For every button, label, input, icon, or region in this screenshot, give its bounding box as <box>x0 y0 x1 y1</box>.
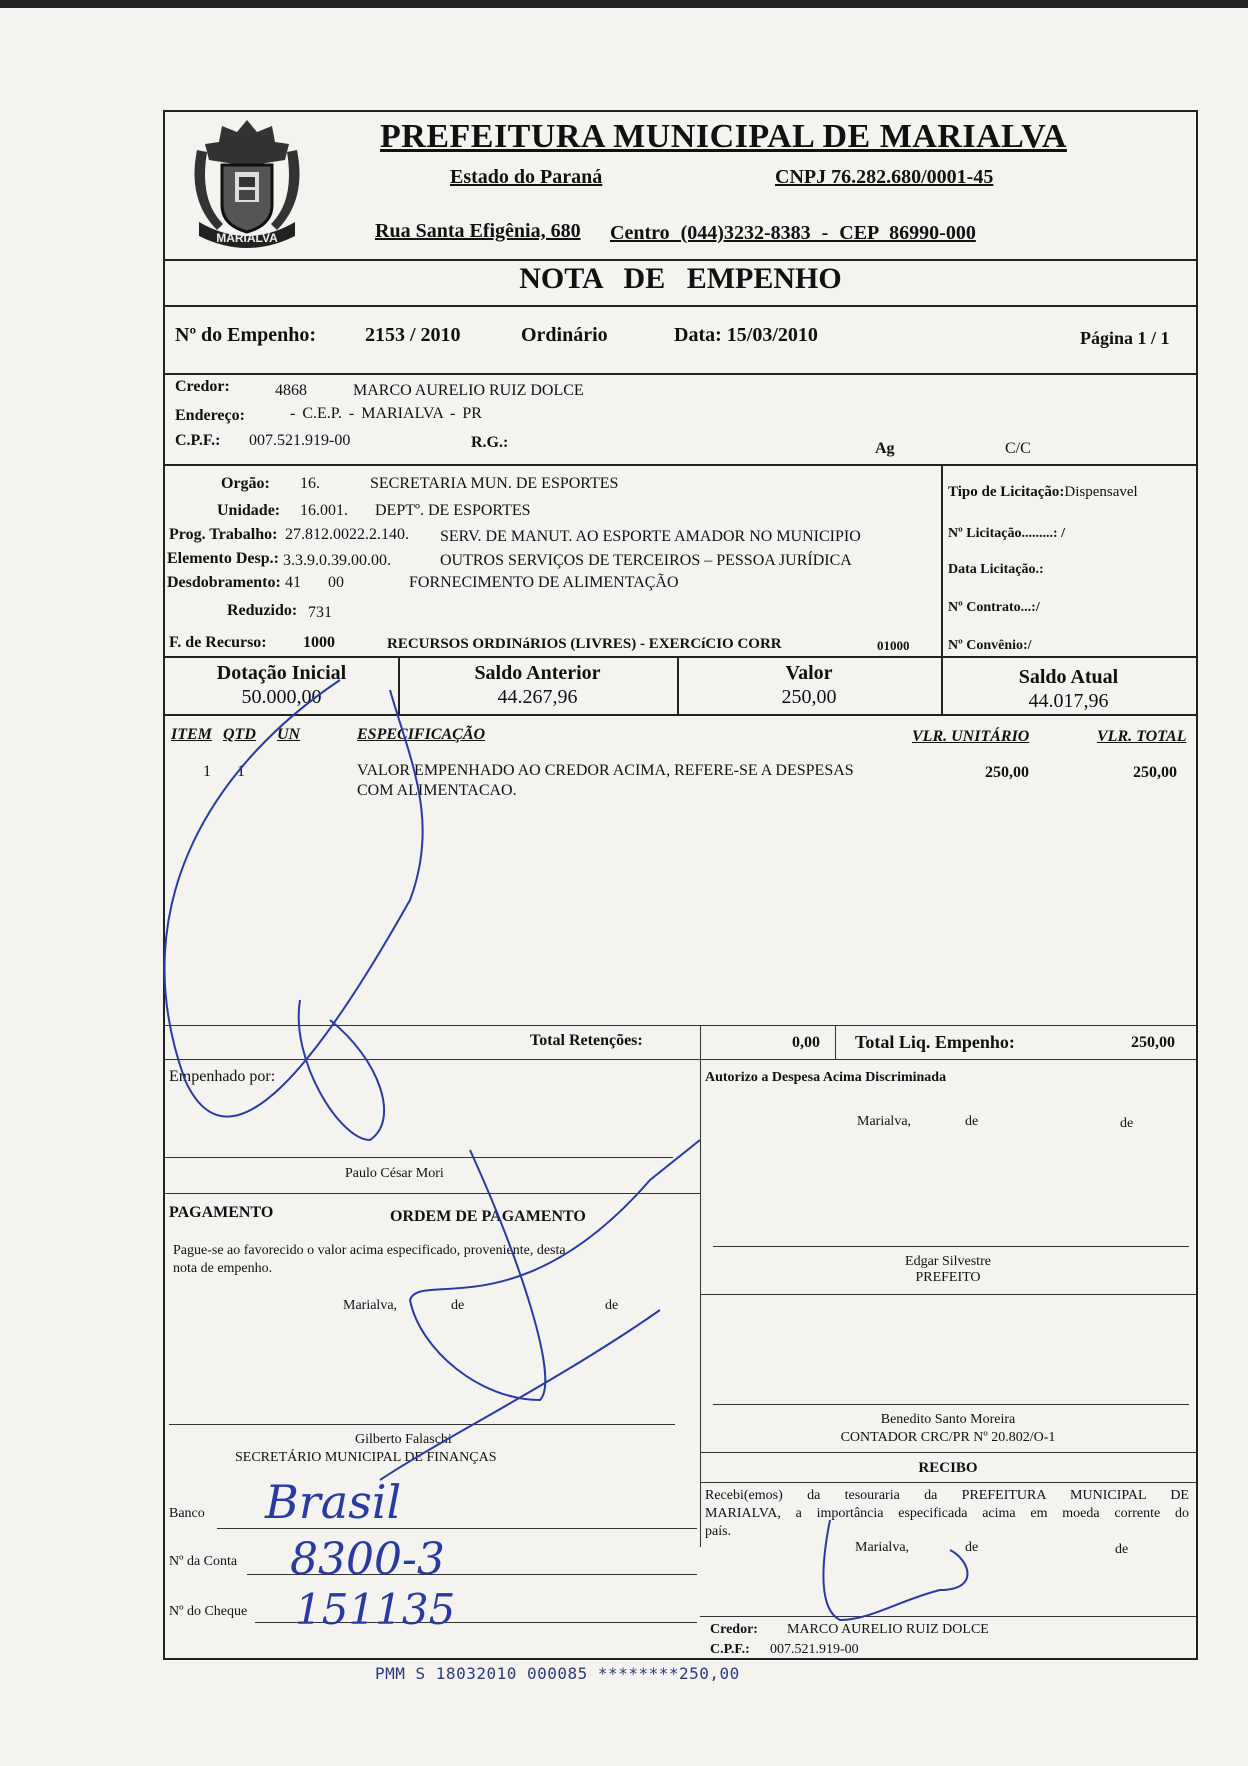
recibo-de2: de <box>1115 1542 1129 1557</box>
credor-code: 4868 <box>275 382 307 399</box>
tipo-licitacao <box>948 484 1138 501</box>
saldo-anterior-value: 44.267,96 <box>497 686 578 708</box>
tipo-licitacao-value: Dispensavel <box>1064 484 1138 500</box>
secretario-title: SECRETÁRIO MUNICIPAL DE FINANÇAS <box>235 1450 497 1465</box>
col-vlr-unitario: VLR. UNITÁRIO <box>912 728 1030 745</box>
municipal-seal-icon <box>177 110 317 260</box>
pague-se-line2: nota de empenho. <box>173 1261 273 1276</box>
endereco-label: Endereço: <box>175 407 245 424</box>
desdobramento-code1: 41 <box>285 574 301 591</box>
doc-title: NOTA DE EMPENHO <box>519 262 842 295</box>
pagamento-label: PAGAMENTO <box>169 1204 274 1221</box>
endereco-value: - C.E.P. - MARIALVA - PR <box>290 405 482 422</box>
autorizo-de2: de <box>1120 1116 1134 1131</box>
num-cheque-label: Nº do Cheque <box>169 1604 248 1619</box>
machine-stamp: PMM S 18032010 000085 ********250,00 <box>375 1664 740 1683</box>
total-retencoes-value: 0,00 <box>792 1034 820 1051</box>
empenho-type: Ordinário <box>521 324 608 346</box>
total-liq-label: Total Liq. Empenho: <box>855 1032 1015 1052</box>
header-title: PREFEITURA MUNICIPAL DE MARIALVA <box>380 118 1067 155</box>
elemento-value: OUTROS SERVIÇOS DE TERCEIROS – PESSOA JURÍDICA <box>440 552 852 569</box>
num-convenio: Nº Convênio:/ <box>948 638 1032 653</box>
contador-name: Benedito Santo Moreira <box>880 1412 1016 1427</box>
header-state: Estado do Paraná <box>450 166 603 188</box>
col-vlr-total: VLR. TOTAL <box>1097 728 1187 745</box>
orgao-code: 16. <box>300 475 320 492</box>
row-qtd: 1 <box>237 763 245 780</box>
recurso-code2: 01000 <box>877 638 910 653</box>
col-qtd: QTD <box>223 726 256 743</box>
pagamento-de1: de <box>451 1298 465 1313</box>
unidade-value: DEPTº. DE ESPORTES <box>375 502 531 519</box>
recibo-credor-name: MARCO AURELIO RUIZ DOLCE <box>787 1622 989 1637</box>
secretario-name: Gilberto Falaschi <box>355 1432 452 1447</box>
handwritten-banco: Brasil <box>265 1475 402 1529</box>
autorizo-label: Autorizo a Despesa Acima Discriminada <box>705 1070 947 1085</box>
empenho-date: Data: 15/03/2010 <box>674 324 818 346</box>
tipo-licitacao-label: Tipo de Licitação: <box>948 484 1065 500</box>
recurso-label: F. de Recurso: <box>169 634 267 651</box>
desdobramento-code2: 00 <box>328 574 344 591</box>
pagamento-marialva: Marialva, <box>343 1298 398 1313</box>
recibo-text-line1: Recebi(emos) da tesouraria da PREFEITURA MUNICIPAL DE <box>705 1488 1189 1503</box>
num-licitacao: Nº Licitação.........: / <box>948 526 1065 541</box>
autorizo-marialva: Marialva, <box>857 1114 912 1129</box>
col-item: ITEM <box>171 726 212 743</box>
ag-label: Ag <box>875 440 895 457</box>
cc-label: C/C <box>1005 440 1031 457</box>
banco-label: Banco <box>169 1506 205 1521</box>
elemento-label: Elemento Desp.: <box>167 550 279 567</box>
rg-label: R.G.: <box>471 434 509 451</box>
prefeito-name: Edgar Silvestre <box>905 1254 991 1269</box>
empenho-number: 2153 / 2010 <box>365 324 461 346</box>
unidade-code: 16.001. <box>300 502 348 519</box>
ordem-pagamento-label: ORDEM DE PAGAMENTO <box>390 1208 586 1225</box>
desdobramento-label: Desdobramento: <box>167 574 281 591</box>
row-vlr-unitario: 250,00 <box>985 764 1029 781</box>
total-retencoes-label: Total Retenções: <box>530 1032 643 1049</box>
valor-label: Valor <box>785 662 833 684</box>
seal-banner-text: MARIALVA <box>216 231 278 245</box>
document-frame <box>163 110 1198 1660</box>
prefeito-title: PREFEITO <box>915 1270 981 1285</box>
pagamento-de2: de <box>605 1298 619 1313</box>
reduzido-value: 731 <box>308 604 332 621</box>
empenho-number-label: Nº do Empenho: <box>175 324 317 346</box>
credor-label: Credor: <box>175 378 230 395</box>
cpf-value: 007.521.919-00 <box>249 432 351 449</box>
total-liq-value: 250,00 <box>1131 1034 1175 1051</box>
row-item: 1 <box>203 763 211 780</box>
handwritten-cheque: 151135 <box>295 1585 456 1634</box>
recibo-title: RECIBO <box>918 1460 978 1476</box>
pague-se-line1: Pague-se ao favorecido o valor acima especificado, proveniente, desta <box>173 1243 566 1258</box>
recibo-marialva: Marialva, <box>855 1540 910 1555</box>
dotacao-label: Dotação Inicial <box>216 662 347 684</box>
header-cnpj: CNPJ 76.282.680/0001-45 <box>775 166 994 188</box>
recibo-text-line2: MARIALVA, a importância especificada acima em moeda corrente do <box>705 1506 1189 1521</box>
recibo-cpf-value: 007.521.919-00 <box>770 1642 859 1657</box>
recibo-text-line3: país. <box>705 1524 732 1539</box>
valor-value: 250,00 <box>781 686 837 708</box>
header-address: Centro (044)3232-8383 - CEP 86990-000 <box>610 222 976 244</box>
empenhado-por-label: Empenhado por: <box>169 1068 276 1085</box>
dotacao-value: 50.000,00 <box>241 686 322 708</box>
col-un: UN <box>277 726 301 743</box>
num-contrato: Nº Contrato...:/ <box>948 600 1040 615</box>
reduzido-label: Reduzido: <box>227 602 298 619</box>
row-spec-line1: VALOR EMPENHADO AO CREDOR ACIMA, REFERE-SE A DESPESAS <box>357 762 854 779</box>
handwritten-conta: 8300-3 <box>290 1534 445 1585</box>
saldo-anterior-label: Saldo Anterior <box>474 662 601 684</box>
unidade-label: Unidade: <box>217 502 281 519</box>
recibo-de1: de <box>965 1540 979 1555</box>
contador-title: CONTADOR CRC/PR Nº 20.802/O-1 <box>840 1430 1056 1445</box>
scan-top-edge <box>0 0 1248 8</box>
autorizo-de1: de <box>965 1114 979 1129</box>
desdobramento-value: FORNECIMENTO DE ALIMENTAÇÃO <box>409 574 679 591</box>
header-street: Rua Santa Efigênia, 680 <box>375 220 581 242</box>
row-spec-line2: COM ALIMENTACAO. <box>357 782 517 799</box>
recibo-credor-label: Credor: <box>710 1622 758 1637</box>
credor-name: MARCO AURELIO RUIZ DOLCE <box>353 382 584 399</box>
col-especificacao: ESPECIFICAÇÃO <box>357 726 486 743</box>
recurso-code: 1000 <box>303 634 335 651</box>
recurso-value: RECURSOS ORDINáRIOS (LIVRES) - EXERCíCIO CORR <box>387 636 782 652</box>
empenhado-name: Paulo César Mori <box>345 1166 444 1181</box>
prog-code: 27.812.0022.2.140. <box>285 526 409 543</box>
orgao-label: Orgão: <box>221 475 270 492</box>
prog-value: SERV. DE MANUT. AO ESPORTE AMADOR NO MUNICIPIO <box>440 528 861 545</box>
row-vlr-total: 250,00 <box>1133 764 1177 781</box>
saldo-atual-label: Saldo Atual <box>1018 666 1119 688</box>
elemento-code: 3.3.9.0.39.00.00. <box>283 552 391 569</box>
cpf-label: C.P.F.: <box>175 432 221 449</box>
saldo-atual-value: 44.017,96 <box>1028 690 1109 712</box>
empenho-page: Página 1 / 1 <box>1080 328 1170 348</box>
recibo-cpf-label: C.P.F.: <box>710 1642 750 1657</box>
num-conta-label: Nº da Conta <box>169 1554 238 1569</box>
prog-label: Prog. Trabalho: <box>169 526 278 543</box>
data-licitacao: Data Licitação.: <box>948 562 1044 577</box>
orgao-value: SECRETARIA MUN. DE ESPORTES <box>370 475 619 492</box>
